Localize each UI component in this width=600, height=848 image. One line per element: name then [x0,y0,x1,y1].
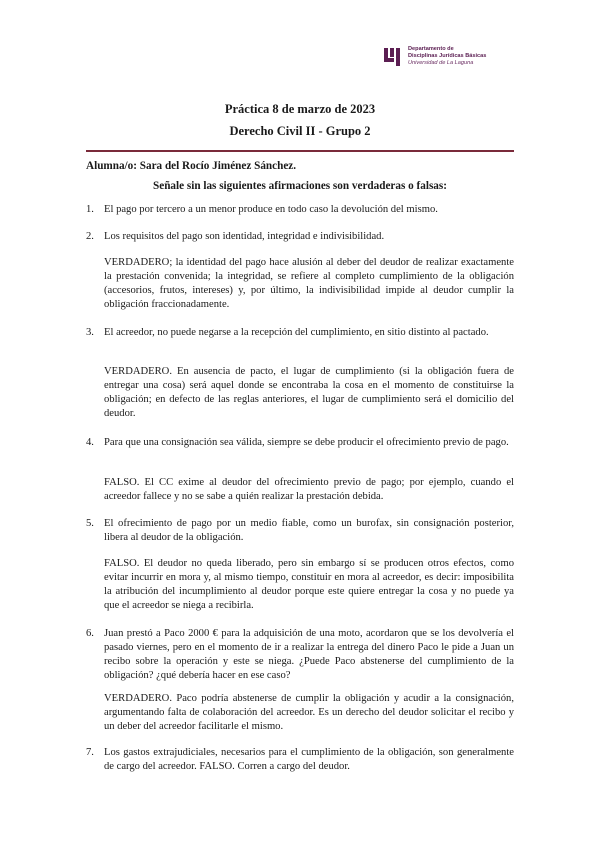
question-2 [86,230,514,244]
question-4 [86,436,514,450]
question-text: Juan prestó a Paco 2000 € para la adquisición de una moto, acordaron que se los devolvería el pasado viernes, pero en el momento de ir a realizar la entrega del dinero Paco le pide a Juan un recibo sobre la operación y este se niega. ¿Puede Paco abstenerse del cumplimiento de la obligación? ¿qué debería hacer en ese caso? [104,628,514,681]
logo-line-2: Disciplinas Jurídicas Básicas [408,53,487,59]
question-text: Los requisitos del pago son identidad, integridad e indivisibilidad. [104,231,385,242]
ull-logo-icon [384,48,402,66]
question-3 [86,326,514,340]
student-name: Alumna/o: Sara del Rocío Jiménez Sánchez. [86,160,297,172]
question-text: El acreedor, no puede negarse a la recepción del cumplimiento, en sitio distinto al pactado. [104,327,489,338]
question-text: Los gastos extrajudiciales, necesarios para el cumplimiento de la obligación, son generalmente de cargo del acreedor. FALSO. Corren a cargo del deudor. [104,747,514,772]
instructions: Señale sin las siguientes afirmaciones son verdaderas o falsas: [153,180,447,192]
question-5 [86,517,514,545]
question-number: 1. [86,204,94,215]
question-number: 6. [86,628,94,639]
page-title: Práctica 8 de marzo de 2023 [224,102,376,116]
question-1 [86,203,514,217]
answer-4: FALSO. El CC exime al deudor del ofrecimiento previo de pago; por ejemplo, cuando el acreedor fallece y no se sabe a quién realizar la prestación debida. [104,477,514,502]
question-text: El pago por tercero a un menor produce en todo caso la devolución del mismo. [104,204,438,215]
header-divider [86,150,514,152]
question-text: El ofrecimiento de pago por un medio fiable, como un burofax, sin consignación posterior, libera al deudor de la obligación. [104,518,514,543]
page-subtitle: Derecho Civil II - Grupo 2 [229,124,371,138]
question-number: 2. [86,231,94,242]
question-number: 7. [86,747,94,758]
logo-line-1: Departamento de [408,46,454,52]
logo-text [408,46,486,67]
question-text: Para que una consignación sea válida, siempre se debe producir el ofrecimiento previo de pago. [104,437,509,448]
logo-line-3: Universidad de La Laguna [408,60,474,66]
question-number: 3. [86,327,94,338]
answer-3: VERDADERO. En ausencia de pacto, el lugar de cumplimiento (si la obligación fuera de entregar una cosa) será aquel donde se encontraba la cosa en el momento de constituirse la obligación; en defecto de las reglas anteriores, el lugar de cumplimiento será el domicilio del deudor. [104,366,514,419]
answer-5: FALSO. El deudor no queda liberado, pero sin embargo sí se producen otros efectos, como evitar incurrir en mora y, al mismo tiempo, constituir en mora al acreedor, es decir: imposibilita la atribución del incumplimiento al deudor porque este quiere entregar la cosa y no puede ya que el acreedor se niega a recibirla. [104,558,514,611]
answer-6: VERDADERO. Paco podría abstenerse de cumplir la obligación y acudir a la consignación, argumentando falta de colaboración del acreedor. Es un derecho del deudor solicitar el recibo y un deber del acreedor facilitarle el mismo. [104,693,514,732]
question-number: 4. [86,437,94,448]
question-number: 5. [86,518,94,529]
question-6 [86,627,514,683]
question-7 [86,746,514,774]
answer-2: VERDADERO; la identidad del pago hace alusión al deber del deudor de realizar exactamente la prestación convenida; la integridad, se refiere al completo cumplimiento de la obligación (accesorios, frutos, intereses) y, por último, la indivisibilidad impide al deudor cumplir la obligación fraccionadamente. [104,257,514,310]
department-logo [384,46,524,76]
